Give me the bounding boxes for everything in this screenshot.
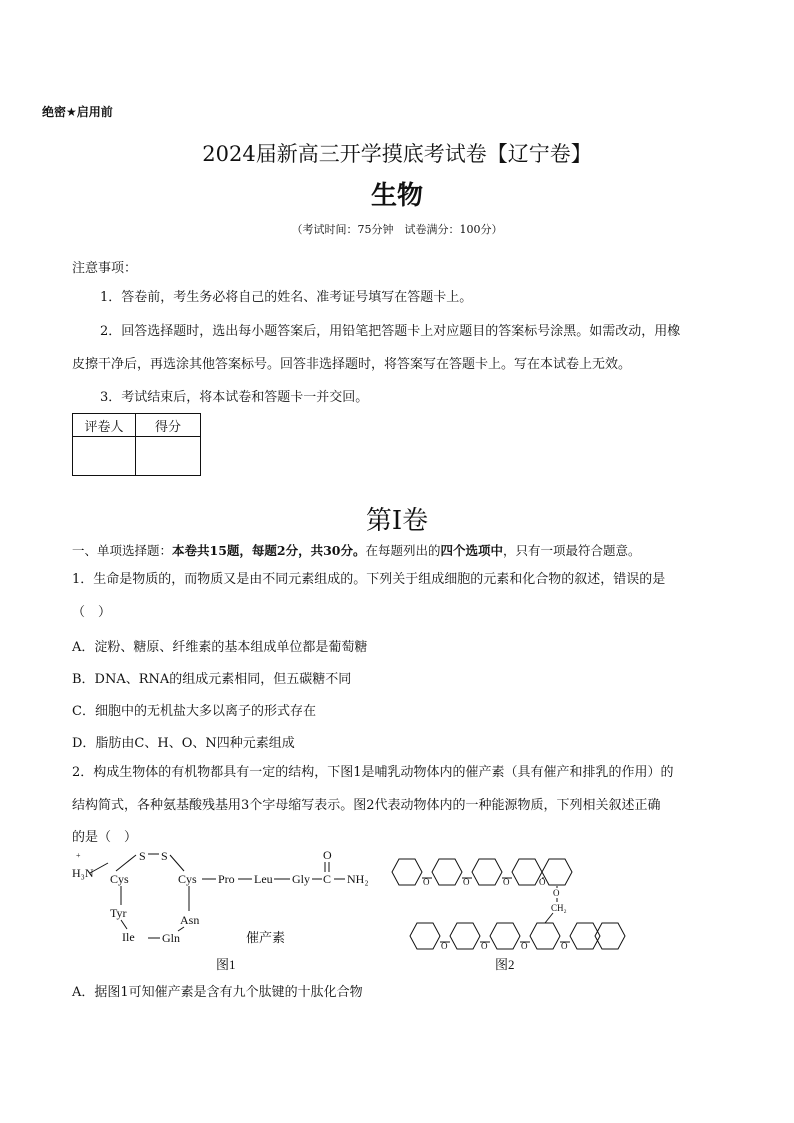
tyr-label: Tyr (110, 906, 127, 920)
h3n-label: H₃N (72, 866, 94, 880)
score-header: 得分 (136, 414, 201, 437)
cys2-label: Cys (178, 872, 197, 886)
q1-blank: （ ） (72, 605, 112, 620)
q1-stem: 1．生命是物质的，而物质又是由不同元素组成的。下列关于组成细胞的元素和化合物的叙述，错误的是 (72, 572, 666, 587)
part-title: 第Ⅰ卷 (365, 506, 429, 536)
ile-label: Ile (122, 930, 135, 944)
grader-cell[interactable] (73, 437, 136, 476)
glycosidic-o: O (503, 877, 510, 887)
pro-label: Pro (218, 872, 235, 886)
oxygen-label: O (323, 848, 332, 862)
s1-label: S (139, 849, 146, 863)
q1-option-a: A．淀粉、糖原、纤维素的基本组成单位都是葡萄糖 (72, 640, 368, 655)
figure-2-caption: 图2 (495, 957, 515, 972)
carbon-label: C (323, 872, 332, 886)
notice-item-2-cont: 皮擦干净后，再选涂其他答案标号。回答非选择题时，将答案写在答题卡上。写在本试卷上无效。 (72, 357, 632, 372)
notice-item-3: 3．考试结束后，将本试卷和答题卡一并交回。 (100, 390, 369, 405)
branch-o: O (553, 888, 560, 898)
bond-lines (90, 854, 345, 938)
nh2-label: NH₂ (347, 872, 369, 886)
score-cell[interactable] (136, 437, 201, 476)
q1-option-b: B．DNA、RNA的组成元素相同，但五碳糖不同 (72, 672, 352, 687)
figure-1-oxytocin (66, 845, 376, 975)
notice-item-1: 1．答卷前，考生务必将自己的姓名、准考证号填写在答题卡上。 (100, 290, 473, 305)
notice-item-2: 2．回答选择题时，选出每小题答案后，用铅笔把答题卡上对应题目的答案标号涂黑。如需改动，用橡 (100, 324, 681, 339)
gln-label: Gln (162, 931, 180, 945)
ch2-label: CH₂ (551, 903, 567, 913)
grader-header: 评卷人 (73, 414, 136, 437)
q2-stem-1: 2．构成生物体的有机物都具有一定的结构，下图1是哺乳动物体内的催产素（具有催产和排乳的作用）的 (72, 765, 674, 780)
glycosidic-o: O (463, 877, 470, 887)
exam-title: 2024届新高三开学摸底考试卷【辽宁卷】 (202, 142, 592, 166)
glycosidic-o: O (441, 941, 448, 951)
subject-title: 生物 (370, 181, 423, 211)
figure-1-caption: 图1 (216, 957, 236, 972)
q1-option-c: C．细胞中的无机盐大多以离子的形式存在 (72, 704, 316, 719)
q2-option-a: A．据图1可知催产素是含有九个肽键的十肽化合物 (72, 985, 363, 1000)
q2-stem-2: 结构简式，各种氨基酸残基用3个字母缩写表示。图2代表动物体内的一种能源物质，下列相关叙述正确 (72, 798, 661, 813)
glycosidic-o: O (423, 877, 430, 887)
glycosidic-o: O (521, 941, 528, 951)
notice-heading: 注意事项： (72, 261, 138, 276)
q1-option-d: D．脂肪由C、H、O、N四种元素组成 (72, 736, 295, 751)
glycosidic-o: O (481, 941, 488, 951)
s2-label: S (161, 849, 168, 863)
glycosidic-o: O (539, 877, 546, 887)
cys1-label: Cys (110, 872, 129, 886)
asn-label: Asn (180, 913, 200, 927)
secret-label: 绝密★启用前 (42, 105, 113, 119)
glycosidic-o: O (561, 941, 568, 951)
figure-2-polysaccharide (385, 848, 630, 973)
leu-label: Leu (254, 872, 273, 886)
gly-label: Gly (292, 872, 310, 886)
section-heading: 一、单项选择题：本卷共15题，每题2分，共30分。在每题列出的四个选项中，只有一项最符合题意。 (72, 543, 641, 558)
exam-time-info: （考试时间：75分钟 试卷满分：100分） (291, 223, 503, 236)
oxytocin-name: 催产素 (246, 930, 286, 945)
score-table (72, 413, 201, 476)
q2-stem-3: 的是（ ） (72, 830, 138, 845)
plus-sign: + (76, 851, 81, 860)
